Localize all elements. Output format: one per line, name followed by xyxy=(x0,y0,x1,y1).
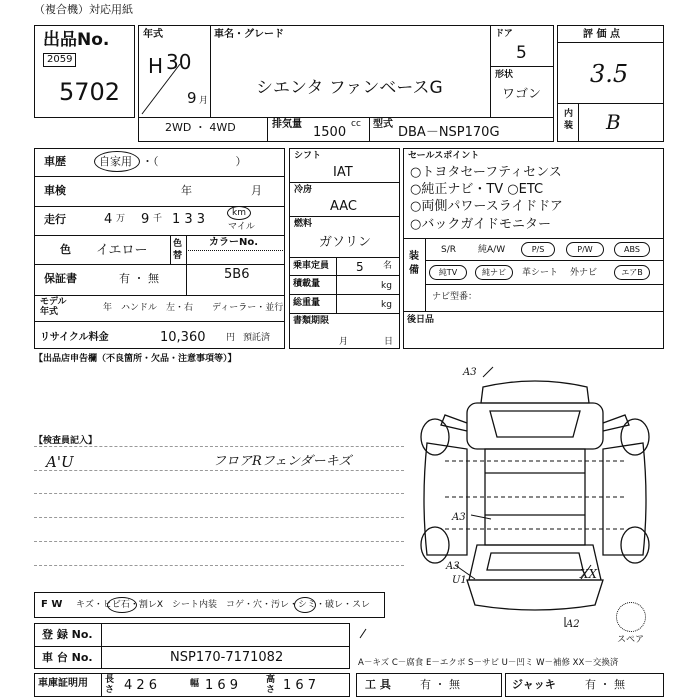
reg-label: 登 録 No. xyxy=(42,628,93,641)
doc-label: 書類期限 xyxy=(293,316,330,326)
grade-score: 3.5 xyxy=(590,60,629,88)
interior-label: 内装 xyxy=(564,109,574,131)
fw-items: キズ・ヒビ石・割レX シート内装 コゲ・穴・汚レ・シミ・破レ・スレ xyxy=(76,600,370,610)
damage-legend: A－キズ C－腐食 E－エクボ S－サビ U－凹ミ W－補修 XX－交換済 xyxy=(358,658,619,668)
seller-notes-label: 【出品店申告欄（不良箇所・欠品・注意事項等）】 xyxy=(34,354,237,364)
load-unit: kg xyxy=(381,281,392,291)
recycle-label: リサイクル料金 xyxy=(40,332,109,343)
equip-abs: ABS xyxy=(614,242,650,257)
fw-label: F W xyxy=(41,599,63,610)
mark-rear-left: A3 xyxy=(446,561,460,572)
fw-circle-1 xyxy=(107,597,137,613)
inspection-label: 車検 xyxy=(44,184,66,197)
history-value: 自家用 xyxy=(99,155,132,168)
model-year-unit: 年 xyxy=(103,303,113,313)
fuel-value: ガソリン xyxy=(319,235,372,250)
equip-airbag: エアB xyxy=(614,265,650,280)
man-unit: 万 xyxy=(116,214,126,224)
equip-navi: 純ナビ xyxy=(475,265,513,280)
recycle-unit: 円 xyxy=(226,333,236,343)
equip-alloy: 純A/W xyxy=(478,245,506,255)
doc-month: 月 xyxy=(339,337,349,347)
garage-label: 車庫証明用 xyxy=(38,678,88,689)
color-no-label: カラーNo. xyxy=(209,237,259,248)
handle-options: ハンドル 左・右 xyxy=(121,303,194,313)
equipment-label: 装備 xyxy=(409,251,419,276)
sales-point-1: ○トヨタセーフティセンス xyxy=(410,165,562,180)
capacity-label: 乗車定員 xyxy=(293,261,330,271)
doors-value: 5 xyxy=(516,43,527,63)
fw-circle-2 xyxy=(294,597,316,613)
name-label: 車名・グレード xyxy=(214,29,284,40)
equip-ext-navi: 外ナビ xyxy=(570,268,598,278)
shift-label: シフト xyxy=(294,151,322,161)
mark-left: A3 xyxy=(452,512,466,523)
dealer-options: ディーラー・並行 xyxy=(212,303,284,313)
aircon-label: 冷房 xyxy=(294,185,313,195)
width-label: 幅 xyxy=(190,679,200,689)
inspector-note-right: フロアRフェンダーキズ xyxy=(213,454,352,469)
mileage-sen: 9 xyxy=(141,212,150,227)
details-box xyxy=(34,148,285,349)
chassis-value: NSP170-7171082 xyxy=(170,650,284,665)
later-items-label: 後日品 xyxy=(407,315,435,325)
tools-value: 有 ・ 無 xyxy=(420,678,460,691)
color-no-value: 5B6 xyxy=(224,267,250,282)
interior-value: B xyxy=(606,110,621,134)
jack-label: ジャッキ xyxy=(512,678,556,691)
equip-leather: 革シート xyxy=(522,268,559,278)
spare-label: スペア xyxy=(617,635,645,645)
recycle-value: 10,360 xyxy=(160,330,206,345)
displacement-unit: cc xyxy=(351,119,361,129)
mark-top: A3 xyxy=(463,367,477,378)
check-mark xyxy=(356,623,376,643)
body-value: ワゴン xyxy=(502,87,542,102)
inspector-label: 【検査員記入】 xyxy=(34,436,98,446)
mileage-rest: 1 3 3 xyxy=(172,212,206,227)
model-year-label: モデル年式 xyxy=(40,297,67,317)
sen-unit: 千 xyxy=(153,214,163,224)
inspection-year: 年 xyxy=(181,184,192,197)
shift-value: IAT xyxy=(333,165,353,180)
year-label: 年式 xyxy=(143,29,163,40)
mile-unit: マイル xyxy=(228,222,255,232)
aircon-value: AAC xyxy=(330,199,357,214)
displacement-value: 1500 xyxy=(313,125,347,140)
gross-unit: kg xyxy=(381,300,392,310)
sales-point-2: ○純正ナビ・TV ○ETC xyxy=(410,182,544,197)
body-label: 形状 xyxy=(495,70,514,80)
month-unit: 月 xyxy=(199,96,209,106)
height-label: 高さ xyxy=(266,675,276,695)
fuel-label: 燃料 xyxy=(294,219,313,229)
year-month: 9 xyxy=(187,89,197,107)
spare-tire-icon xyxy=(616,602,646,632)
load-label: 積載量 xyxy=(293,279,321,289)
lot-small: 2059 xyxy=(43,53,76,67)
km-unit: km xyxy=(232,208,246,218)
year-era: H xyxy=(148,54,164,78)
length-label: 長さ xyxy=(105,675,115,695)
top-note: （複合機）対応用紙 xyxy=(34,3,133,16)
doc-day: 日 xyxy=(384,337,394,347)
history-paren: ・（ ） xyxy=(142,155,247,168)
mileage-label: 走行 xyxy=(44,213,66,226)
equip-sr: S/R xyxy=(441,245,456,255)
lot-number: 5702 xyxy=(59,78,121,106)
doors-label: ドア xyxy=(495,29,513,39)
drive-type: 2WD ・ 4WD xyxy=(165,121,236,134)
navi-model-label: ナビ型番： xyxy=(432,292,478,302)
color-value: イエロー xyxy=(96,243,148,258)
recycle-note: 預託済 xyxy=(243,333,271,343)
lot-label: 出品No. xyxy=(43,30,110,50)
chassis-label: 車 台 No. xyxy=(42,651,93,664)
warranty-value: 有 ・ 無 xyxy=(119,272,159,285)
sales-label: セールスポイント xyxy=(408,151,480,161)
capacity-unit: 名 xyxy=(383,261,393,271)
sales-point-4: ○バックガイドモニター xyxy=(410,217,551,232)
model-value: DBA－NSP170G xyxy=(398,125,500,140)
warranty-label: 保証書 xyxy=(44,272,77,285)
vehicle-name: シエンタ ファンベースG xyxy=(256,78,443,98)
inspector-note-left: A'U xyxy=(46,453,74,471)
inspection-month: 月 xyxy=(251,184,262,197)
km-circle xyxy=(227,206,251,220)
mark-rear-left-2: U1 xyxy=(452,575,467,586)
jack-value: 有 ・ 無 xyxy=(585,678,625,691)
capacity-value: 5 xyxy=(356,260,364,274)
repaint-label: 色替 xyxy=(173,239,183,261)
model-label: 型式 xyxy=(373,119,393,130)
color-label: 色 xyxy=(60,243,71,256)
history-circle xyxy=(94,151,140,172)
mileage-man: 4 xyxy=(104,212,113,227)
history-label: 車歴 xyxy=(44,155,66,168)
lot-box xyxy=(34,25,135,118)
height-value: 1 6 7 xyxy=(283,678,317,693)
tools-label: 工 具 xyxy=(365,678,391,691)
gross-label: 総重量 xyxy=(293,298,321,308)
length-value: 4 2 6 xyxy=(124,678,158,693)
year-value: 30 xyxy=(166,50,192,74)
equip-tv: 純TV xyxy=(429,265,467,280)
equip-ps: P/S xyxy=(521,242,555,257)
sales-point-3: ○両側パワースライドドア xyxy=(410,199,563,214)
width-value: 1 6 9 xyxy=(205,678,239,693)
mark-rear-right: XX xyxy=(580,567,598,581)
equip-pw: P/W xyxy=(566,242,604,257)
grade-label: 評 価 点 xyxy=(583,29,620,40)
mark-bottom: A2 xyxy=(566,619,580,630)
displacement-label: 排気量 xyxy=(272,119,302,130)
